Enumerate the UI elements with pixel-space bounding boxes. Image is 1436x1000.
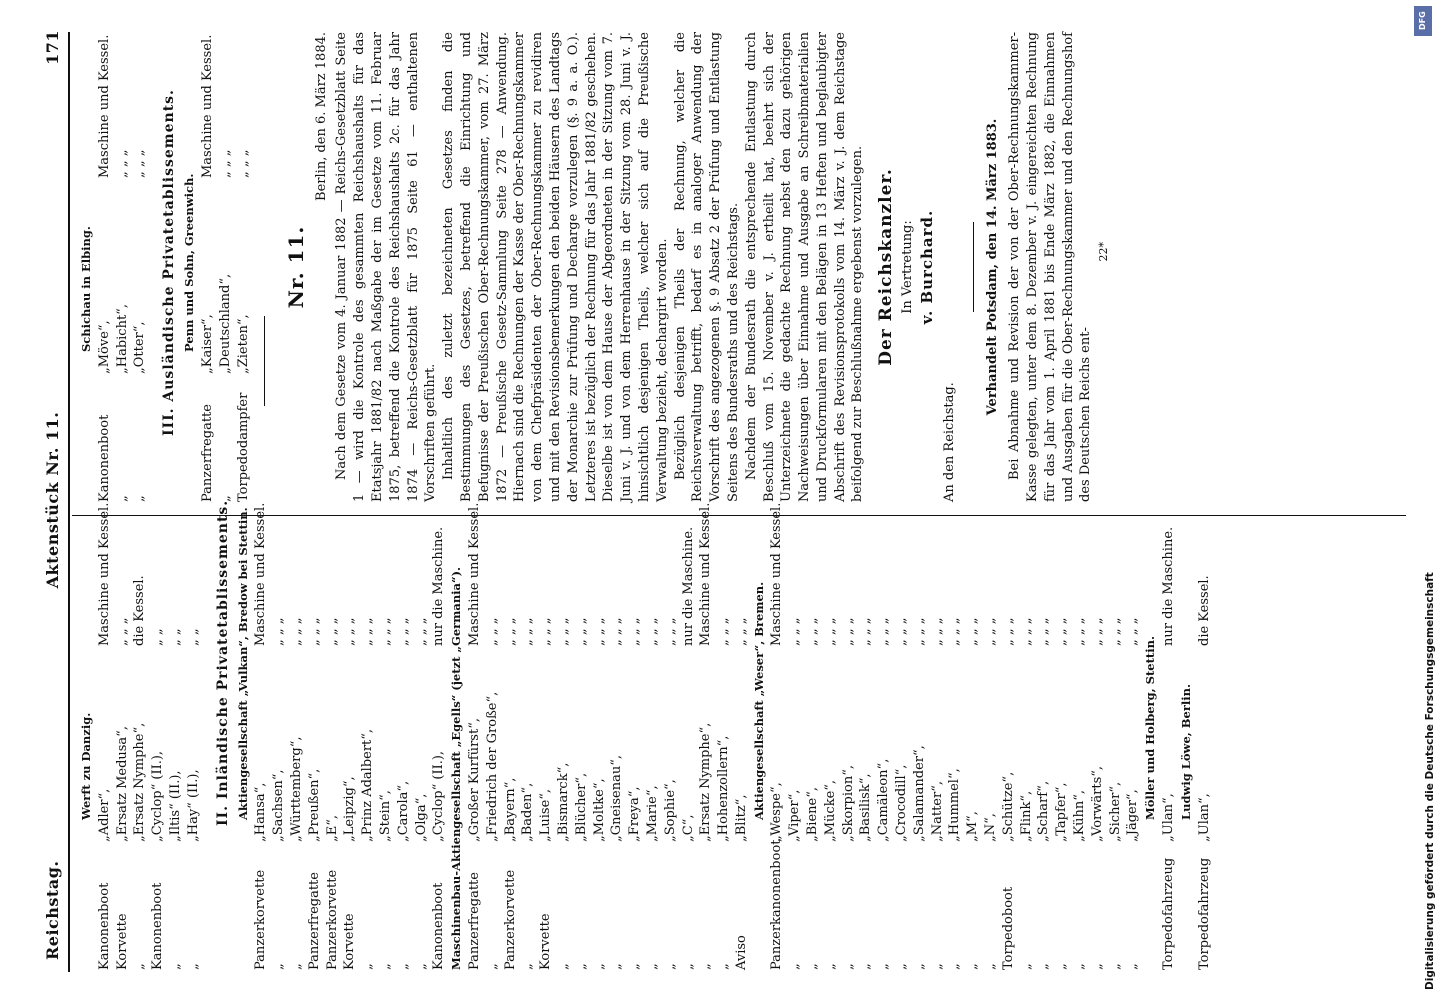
ship-list-domestic bbox=[235, 502, 1214, 970]
body-paragraph: Nachdem der Bundesrath die entsprechende Entlastung durch Beschluß vom 15. November v. J. ertheilt hat, beehrt sich der Unterzeichnete die gedachte Rechnung nebst den dazu gehörigen Nachweisungen über Einnahme und Ausgabe an Schreibmaterialien und Druckformularen mit den Belägen in 13 Heften und beglaubigter Abschrift des Revisionsprotokolls vom 14. März v. J. dem Reichstage beifolgend zur Beschlußnahme ergebenst vorzulegen. bbox=[743, 32, 866, 502]
ship-name: „Adler“, bbox=[96, 788, 112, 842]
ship-work: „ „ „ bbox=[1018, 617, 1034, 646]
shipyard-heading: Ludwig Löwe, Berlin. bbox=[1178, 684, 1193, 820]
ship-name: „Hummel“, bbox=[947, 768, 963, 842]
sheet-mark: 22* bbox=[1097, 242, 1111, 262]
separator-rule-2 bbox=[973, 222, 974, 312]
ship-type: „ bbox=[395, 963, 411, 970]
ship-type: „ bbox=[876, 963, 892, 970]
dfg-logo: DFG bbox=[1414, 6, 1432, 36]
ship-name: „Tapfer“, bbox=[1054, 782, 1070, 842]
ship-type: „ bbox=[1072, 963, 1088, 970]
ship-work: nur die Maschine. bbox=[1161, 526, 1177, 646]
ship-name: „Flink“, bbox=[1018, 790, 1034, 842]
ship-work: „ „ „ bbox=[395, 617, 411, 646]
ship-work: „ „ „ bbox=[609, 617, 625, 646]
ship-work: „ „ „ bbox=[114, 617, 130, 646]
ship-work: „ „ „ bbox=[132, 149, 148, 178]
ship-type: „ bbox=[1125, 963, 1141, 970]
ship-row bbox=[1089, 522, 1107, 970]
ship-work: „ „ „ bbox=[787, 617, 803, 646]
ship-row bbox=[911, 522, 929, 970]
ship-row bbox=[1107, 522, 1125, 970]
ship-type: Panzerkorvette bbox=[502, 869, 518, 970]
ship-work: Maschine und Kessel. bbox=[698, 502, 714, 646]
ship-type: „ bbox=[132, 495, 148, 502]
ship-type: „ bbox=[840, 963, 856, 970]
ship-name: „Württemberg“, bbox=[288, 736, 304, 842]
ship-name: „Ersatz Nymphe“, bbox=[698, 722, 714, 842]
ship-work: „ „ „ bbox=[965, 617, 981, 646]
ship-work: „ „ „ bbox=[805, 617, 821, 646]
shipyard-heading: Aktiengesellschaft „Vulkan“, Bredow bei Stettin. bbox=[235, 507, 250, 820]
ship-type: „ bbox=[1054, 963, 1070, 970]
ship-work: Maschine und Kessel. bbox=[466, 502, 482, 646]
ship-row bbox=[1053, 522, 1071, 970]
ship-work: die Kessel. bbox=[132, 575, 148, 646]
ship-work: „ „ „ bbox=[894, 617, 910, 646]
ship-work: „ „ „ bbox=[235, 149, 251, 178]
column-divider bbox=[72, 515, 1406, 516]
shipyard-heading: Werft zu Danzig. bbox=[79, 712, 93, 820]
signature-deputy: In Vertretung: bbox=[900, 220, 916, 314]
ship-work: „ „ „ bbox=[1000, 617, 1016, 646]
ship-type: „ bbox=[609, 963, 625, 970]
ship-type: Panzerfregatte bbox=[306, 872, 322, 970]
page-number: 171 bbox=[43, 30, 62, 65]
ship-type: „ bbox=[1018, 963, 1034, 970]
ship-name: „Olga“, bbox=[413, 793, 429, 842]
ship-name: „Biene“, bbox=[805, 787, 821, 842]
ship-type: „ bbox=[377, 963, 393, 970]
ship-row bbox=[822, 522, 840, 970]
ship-name: „Ulan“, bbox=[1196, 793, 1212, 842]
ship-name: „Zieten“, bbox=[235, 314, 251, 374]
ship-type: Torpedoboot bbox=[1000, 886, 1016, 970]
ship-type: „ bbox=[929, 963, 945, 970]
ship-name: „Blücher“, bbox=[573, 772, 589, 842]
ship-type: Panzerfregatte bbox=[466, 872, 482, 970]
ship-name: „Leipzig“, bbox=[342, 776, 358, 842]
ship-work: „ „ „ bbox=[858, 617, 874, 646]
ship-row bbox=[341, 522, 359, 970]
ship-row bbox=[662, 522, 680, 970]
ship-row bbox=[1071, 522, 1089, 970]
ship-row bbox=[1124, 522, 1142, 970]
ship-name: „Cyclop“ (II.), bbox=[150, 750, 166, 842]
ship-name: „Friedrich der Große“, bbox=[484, 691, 500, 842]
ship-name: „Großer Kurfürst“, bbox=[466, 718, 482, 842]
ship-name: „Skorpion“, bbox=[840, 764, 856, 842]
body-paragraph: Nach dem Gesetze vom 4. Januar 1882 — Reichs-Gesetzblatt Seite 1 — wird die Kontrole des gesammten Reichshaushalts für das Etatsjahr 1881/82 nach Maßgabe der im Gesetze vom 11. Februar 1875, betreffend die Kontrole des Reichshaushalts 2c. für das Jahr 1874 — Reichs-Gesetzblatt für 1875 Seite 61 — enthaltenen Vorschriften geführt. bbox=[334, 32, 439, 502]
section-title-foreign: III. Ausländische Privatetablissements. bbox=[161, 89, 178, 436]
ship-work: „ „ bbox=[150, 628, 166, 646]
ship-work: „ „ „ bbox=[929, 617, 945, 646]
ship-work: „ „ „ bbox=[1072, 617, 1088, 646]
shipyard-heading: Maschinenbau-Aktiengesellschaft „Egells“ (jetzt „Germania“). bbox=[449, 566, 464, 970]
ship-row bbox=[644, 522, 662, 970]
signature-title: Der Reichskanzler. bbox=[876, 168, 897, 366]
ship-type: „ bbox=[858, 963, 874, 970]
ship-type: „ bbox=[1036, 963, 1052, 970]
ship-type: Panzerkorvette bbox=[324, 869, 340, 970]
ship-work: „ „ „ bbox=[644, 617, 660, 646]
ship-name: „Möve“, bbox=[96, 320, 112, 374]
ship-row bbox=[96, 32, 114, 502]
ship-type: „ bbox=[217, 495, 233, 502]
ship-name: „Freya“, bbox=[627, 786, 643, 842]
ship-work: „ „ „ bbox=[1107, 617, 1123, 646]
ship-row bbox=[114, 32, 132, 502]
ship-work: „ „ „ bbox=[662, 617, 678, 646]
ship-type: „ bbox=[965, 963, 981, 970]
ship-type: „ bbox=[1107, 963, 1123, 970]
ship-name: „Habicht“, bbox=[114, 304, 130, 374]
ship-name: „Carola“, bbox=[395, 780, 411, 842]
ship-row bbox=[114, 522, 132, 970]
ship-type: „ bbox=[360, 963, 376, 970]
ship-row bbox=[1018, 522, 1036, 970]
ship-work: „ „ „ bbox=[876, 617, 892, 646]
ship-name: „Viper“, bbox=[787, 789, 803, 842]
ship-type: Torpedofahrzeug bbox=[1161, 857, 1177, 970]
shipyard-heading: Penn und Sohn, Greenwich. bbox=[182, 173, 197, 352]
header-center: Aktenstück Nr. 11. bbox=[43, 411, 62, 589]
ship-type: „ bbox=[555, 963, 571, 970]
right-column bbox=[78, 32, 1113, 502]
ship-name: „Bayern“, bbox=[502, 777, 518, 842]
addressee: An den Reichstag. bbox=[942, 382, 958, 502]
ship-work: „ „ „ bbox=[377, 617, 393, 646]
ship-name: „Hohenzollern“, bbox=[716, 735, 732, 842]
ship-row bbox=[306, 522, 324, 970]
ship-row bbox=[430, 522, 448, 970]
ship-list-elbing bbox=[78, 32, 149, 502]
shipyard-heading: Schichau in Elbing. bbox=[79, 226, 93, 352]
ship-type: „ bbox=[983, 963, 999, 970]
ship-row bbox=[893, 522, 911, 970]
ship-type: Torpedofahrzeug bbox=[1196, 857, 1212, 970]
ship-type: „ bbox=[627, 963, 643, 970]
ship-work: nur die Maschine. bbox=[680, 526, 696, 646]
ship-name: „Ulan“, bbox=[1161, 793, 1177, 842]
ship-row bbox=[875, 522, 893, 970]
ship-work: Maschine und Kessel. bbox=[253, 502, 269, 646]
ship-row bbox=[288, 522, 306, 970]
shipyard-heading: Möller und Holberg, Stettin. bbox=[1143, 636, 1158, 820]
ship-row bbox=[537, 522, 555, 970]
ship-name: „C“, bbox=[680, 814, 696, 842]
ship-work: „ „ „ bbox=[217, 149, 233, 178]
ship-row bbox=[377, 522, 395, 970]
ship-work: „ „ „ bbox=[484, 617, 500, 646]
ship-work: „ „ „ bbox=[591, 617, 607, 646]
ship-row bbox=[484, 522, 502, 970]
ship-name: „Ersatz Nymphe“, bbox=[132, 722, 148, 842]
ship-type: „ bbox=[484, 963, 500, 970]
ship-name: „Mücke“, bbox=[822, 779, 838, 842]
ship-type: „ bbox=[822, 963, 838, 970]
ship-type: „ bbox=[698, 963, 714, 970]
ship-list-foreign bbox=[181, 32, 252, 502]
body-paragraph: Inhaltlich des zuletzt bezeichneten Gesetzes finden die Bestimmungen des Gesetzes, betreffend die Einrichtung und Befugnisse der Preußischen Ober-Rechnungskammer, vom 27. März 1872 — Preußische Gesetz-Sammlung Seite 278 — Anwendung. Hiernach sind die Rechnungen der Kasse der Ober-Rechnungskammer von dem Chefpräsidenten der Ober-Rechnungskammer zu revidiren und mit den Revisionsbemerkungen den beiden Häusern des Landtags der Monarchie zur Prüfung und Decharge vorzulegen (§. 9 a. a. O.). Letzteres ist bezüglich der Rechnung für das Jahr 1881/82 geschehen. Dieselbe ist von dem Hause der Abgeordneten in der Sitzung vom 7. Juni v. J. und von dem Herrenhause in der Sitzung vom 28. Juni v. J. hinsichtlich desjenigen Theils, welcher sich auf die Preußische Verwaltung bezieht, dechargirt worden. bbox=[441, 32, 670, 502]
ship-name: „Crocodill“, bbox=[894, 764, 910, 842]
ship-type: Korvette bbox=[342, 913, 358, 970]
ship-type: „ bbox=[114, 495, 130, 502]
left-column bbox=[78, 499, 1213, 970]
body-text bbox=[333, 32, 867, 502]
ship-work: „ „ bbox=[167, 628, 183, 646]
ship-name: „E“, bbox=[324, 814, 340, 842]
ship-name: „Hay“ (II.), bbox=[185, 769, 201, 842]
digitization-note: Digitalisierung gefördert durch die Deutsche Forschungsgemeinschaft bbox=[1424, 572, 1436, 990]
ship-type: „ bbox=[132, 963, 148, 970]
ship-name: „Sachsen“, bbox=[271, 769, 287, 842]
ship-row bbox=[591, 522, 609, 970]
ship-row bbox=[857, 522, 875, 970]
ship-row bbox=[680, 522, 698, 970]
ship-type: „ bbox=[805, 963, 821, 970]
ship-row bbox=[167, 522, 185, 970]
ship-row bbox=[324, 522, 342, 970]
ship-work: Maschine und Kessel. bbox=[96, 502, 112, 646]
ship-name: „Salamander“, bbox=[911, 745, 927, 842]
ship-name: „Wespe“, bbox=[769, 782, 785, 842]
ship-work: „ „ „ bbox=[114, 149, 130, 178]
ship-name: „Vorwärts“, bbox=[1089, 765, 1105, 842]
ship-name: „Natter“, bbox=[929, 781, 945, 842]
ship-work: die Kessel. bbox=[1196, 575, 1212, 646]
ship-name: „Cyclop“ (II.), bbox=[431, 750, 447, 842]
ship-row bbox=[840, 522, 858, 970]
ship-work: „ „ „ bbox=[1036, 617, 1052, 646]
ship-row bbox=[1196, 522, 1214, 970]
ship-name: „Bismarck“, bbox=[555, 762, 571, 842]
ship-type: „ bbox=[591, 963, 607, 970]
ship-work: „ „ „ bbox=[1054, 617, 1070, 646]
ship-row bbox=[519, 522, 537, 970]
ship-type: „ bbox=[573, 963, 589, 970]
ship-row bbox=[502, 522, 520, 970]
body-paragraph: Bezüglich desjenigen Theils der Rechnung, welcher die Reichsverwaltung betrifft, bedarf es in analoger Anwendung der Vorschrift des angezogenen §. 9 Absatz 2 der Prüfung und Entlastung Seitens des Bundesraths und des Reichstags. bbox=[672, 32, 741, 502]
ship-type: „ bbox=[167, 963, 183, 970]
ship-name: „N“, bbox=[983, 813, 999, 842]
ship-name: „Marie“, bbox=[644, 785, 660, 842]
ship-row bbox=[1035, 522, 1053, 970]
ship-type: Panzerkorvette bbox=[253, 869, 269, 970]
ship-row bbox=[768, 502, 786, 970]
ship-work: „ „ „ bbox=[947, 617, 963, 646]
ship-row bbox=[626, 522, 644, 970]
ship-row bbox=[96, 502, 114, 970]
ship-type: Kanonenboot bbox=[431, 882, 447, 970]
ship-row bbox=[131, 32, 149, 502]
ship-row bbox=[573, 522, 591, 970]
ship-name: „Blitz“, bbox=[733, 794, 749, 842]
ship-work: „ „ „ bbox=[822, 617, 838, 646]
ship-type: „ bbox=[644, 963, 660, 970]
ship-name: „Deutschland“, bbox=[217, 273, 233, 374]
ship-name: „Hansa“, bbox=[253, 782, 269, 842]
ship-row bbox=[252, 502, 270, 970]
ship-work: „ „ „ bbox=[573, 617, 589, 646]
ship-name: „Gneisenau“, bbox=[609, 755, 625, 842]
ship-row bbox=[149, 522, 167, 970]
ship-list-intro bbox=[78, 502, 203, 970]
ship-work: Maschine und Kessel. bbox=[769, 502, 785, 646]
ship-name: „Baden“, bbox=[520, 782, 536, 842]
ship-row bbox=[608, 522, 626, 970]
ship-row bbox=[359, 522, 377, 970]
ship-work: „ „ „ bbox=[288, 617, 304, 646]
ship-work: Maschine und Kessel. bbox=[96, 34, 112, 178]
ship-type: „ bbox=[185, 963, 201, 970]
ship-work: „ „ „ bbox=[716, 617, 732, 646]
ship-name: „Otter“, bbox=[132, 321, 148, 374]
ship-work: „ „ „ bbox=[413, 617, 429, 646]
ship-row bbox=[185, 522, 203, 970]
ship-work: „ „ „ bbox=[1089, 617, 1105, 646]
ship-work: „ „ „ bbox=[733, 617, 749, 646]
ship-work: „ „ „ bbox=[324, 617, 340, 646]
ship-type: Korvette bbox=[114, 913, 130, 970]
ship-row bbox=[235, 32, 253, 502]
ship-type: Korvette bbox=[538, 913, 554, 970]
ship-row bbox=[697, 502, 715, 970]
signature-name: v. Burchard. bbox=[918, 209, 937, 325]
ship-row bbox=[929, 522, 947, 970]
ship-work: „ „ „ bbox=[538, 617, 554, 646]
ship-type: „ bbox=[716, 963, 732, 970]
place-date: Berlin, den 6. März 1884. bbox=[314, 32, 330, 201]
ship-row bbox=[946, 522, 964, 970]
ship-name: „Kühn“, bbox=[1072, 789, 1088, 842]
ship-name: „Sicher“, bbox=[1107, 781, 1123, 842]
ship-type: „ bbox=[271, 963, 287, 970]
ship-name: „Basilisk“, bbox=[858, 773, 874, 842]
header-rule bbox=[68, 32, 70, 972]
ship-work: „ „ bbox=[185, 628, 201, 646]
ship-row bbox=[413, 522, 431, 970]
ship-name: „Stein“, bbox=[377, 790, 393, 842]
ship-type: „ bbox=[787, 963, 803, 970]
ship-name: „Preußen“, bbox=[306, 768, 322, 842]
ship-work: Maschine und Kessel. bbox=[199, 34, 215, 178]
ship-work: „ „ „ bbox=[1125, 617, 1141, 646]
ship-work: „ „ „ bbox=[342, 617, 358, 646]
ship-row bbox=[1160, 522, 1178, 970]
separator-rule bbox=[264, 316, 265, 406]
ship-work: „ „ „ bbox=[983, 617, 999, 646]
ship-work: nur die Maschine. bbox=[431, 526, 447, 646]
ship-type: Panzerkanonenboot bbox=[769, 839, 785, 970]
ship-type: „ bbox=[662, 963, 678, 970]
ship-row bbox=[804, 522, 822, 970]
ship-row bbox=[733, 522, 751, 970]
ship-row bbox=[217, 32, 235, 502]
ship-work: „ „ „ bbox=[555, 617, 571, 646]
ship-row bbox=[131, 522, 149, 970]
ship-name: „Kaiser“, bbox=[199, 314, 215, 374]
ship-name: „M“, bbox=[965, 811, 981, 842]
ship-type: „ bbox=[520, 963, 536, 970]
ship-work: „ „ „ bbox=[911, 617, 927, 646]
document-number: Nr. 11. bbox=[284, 225, 309, 309]
ship-row bbox=[555, 522, 573, 970]
section-title-domestic: II. Inländische Privatetablissements. bbox=[214, 499, 231, 826]
ship-type: Kanonenboot bbox=[150, 882, 166, 970]
ship-type: „ bbox=[680, 963, 696, 970]
header-left: Reichstag. bbox=[43, 860, 62, 960]
ship-row bbox=[395, 522, 413, 970]
closing-paragraph: Bei Abnahme und Revision der von der Ober-Rechnungskammer-Kasse gelegten, unter dem 8. Dezember v. J. eingereichten Rechnung für das Jahr vom 1. April 1881 bis Ende März 1882, die Einnahmen und Ausgaben für die Ober-Rechnungskammer und den Rechnungshof des Deutschen Reichs ent- bbox=[1007, 32, 1094, 502]
ship-work: „ „ „ bbox=[360, 617, 376, 646]
ship-name: „Jäger“, bbox=[1125, 789, 1141, 842]
dated-line: Verhandelt Potsdam, den 14. März 1883. bbox=[985, 118, 1001, 416]
ship-row bbox=[199, 32, 217, 502]
ship-name: „Iltis“ (II.), bbox=[167, 770, 183, 842]
ship-type: Torpedodampfer bbox=[235, 392, 251, 502]
ship-row bbox=[715, 522, 733, 970]
ship-type: Panzerfregatte bbox=[199, 404, 215, 502]
ship-type: Aviso bbox=[733, 935, 749, 970]
ship-name: „Moltke“, bbox=[591, 778, 607, 842]
ship-work: „ „ „ bbox=[306, 617, 322, 646]
ship-name: „Prinz Adalbert“, bbox=[360, 728, 376, 842]
ship-work: „ „ „ bbox=[627, 617, 643, 646]
ship-name: „Luise“, bbox=[538, 788, 554, 842]
ship-type: Kanonenboot bbox=[96, 882, 112, 970]
ship-work: „ „ „ bbox=[840, 617, 856, 646]
ship-row bbox=[982, 522, 1000, 970]
ship-type: „ bbox=[1089, 963, 1105, 970]
ship-work: „ „ „ bbox=[520, 617, 536, 646]
ship-type: Kanonenboot bbox=[96, 414, 112, 502]
shipyard-heading: Aktiengesellschaft „Weser“, Bremen. bbox=[751, 581, 766, 820]
ship-row bbox=[270, 522, 288, 970]
ship-row bbox=[786, 522, 804, 970]
ship-work: „ „ „ bbox=[271, 617, 287, 646]
ship-type: „ bbox=[288, 963, 304, 970]
ship-type: „ bbox=[413, 963, 429, 970]
ship-row bbox=[964, 522, 982, 970]
ship-type: „ bbox=[911, 963, 927, 970]
ship-work: „ „ „ bbox=[502, 617, 518, 646]
ship-type: „ bbox=[947, 963, 963, 970]
ship-row bbox=[1000, 522, 1018, 970]
ship-name: „Camäleon“, bbox=[876, 758, 892, 842]
ship-row bbox=[466, 502, 484, 970]
ship-name: „Ersatz Medusa“, bbox=[114, 726, 130, 842]
ship-name: „Sophie“, bbox=[662, 779, 678, 842]
ship-name: „Schütze“, bbox=[1000, 771, 1016, 842]
ship-type: „ bbox=[894, 963, 910, 970]
ship-name: „Scharf“, bbox=[1036, 780, 1052, 842]
